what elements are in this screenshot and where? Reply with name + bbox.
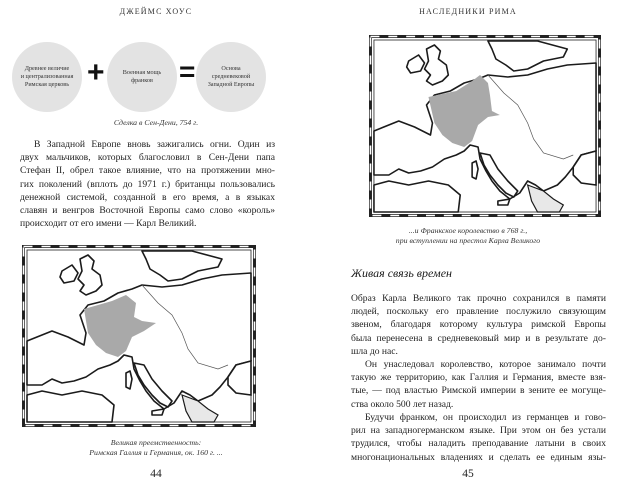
corsica-sardinia	[472, 161, 478, 179]
text-line: людей, поскольку его правление послужило связующим	[351, 306, 606, 318]
text-line: шла до нас.	[351, 345, 398, 357]
text-line: рил на западногерманском языке. При этом он без устали	[351, 425, 606, 437]
sicily	[498, 199, 510, 205]
europe-mainland	[27, 273, 251, 409]
ireland-landmass	[407, 55, 425, 73]
circle-text-line: франков	[131, 77, 153, 84]
right-page	[312, 0, 624, 488]
equation-caption: Сделка в Сен-Дени, 754 г.	[113, 118, 199, 127]
map-caption	[0, 438, 312, 458]
section-heading: Живая связь времен	[351, 266, 452, 280]
text-line: гих поколений (вплоть до 1971 г.) британцы пользовались	[20, 178, 275, 190]
text-line: двух мальчиков, которых благословил в Сен-Дени папа	[20, 152, 275, 164]
equation-circle-roman-church	[12, 42, 82, 112]
map-figure	[22, 245, 256, 427]
text-line: Образ Карла Великого так прочно сохранился в памяти	[351, 293, 606, 304]
north-africa-landmass	[374, 181, 460, 212]
map-roman-gaul-germania	[22, 245, 256, 427]
text-line: Он унаследовал королевство, которое занимало почти	[365, 359, 606, 370]
map-frankish-kingdom-768	[369, 35, 601, 217]
body-paragraph-2	[351, 358, 606, 411]
text-line: происходит от его имени — Карл Великий.	[20, 218, 197, 230]
map-figure	[369, 35, 601, 217]
circle-text-line: средневековой	[211, 73, 251, 80]
text-line: звеном, благодаря которому культура римской Европы	[351, 319, 606, 331]
ireland-landmass	[60, 265, 78, 283]
body-paragraph-1	[351, 292, 606, 358]
text-line: славян и венгров Восточной Европы само слово «король»	[20, 205, 275, 217]
circle-text-line: Военная мощь	[122, 69, 162, 76]
britain-landmass	[78, 255, 102, 295]
caption-line: ...и Франкское королевство в 768 г.,	[408, 226, 528, 235]
scandinavia-landmass	[488, 41, 567, 71]
running-head-title: НАСЛЕДНИКИ РИМА	[419, 7, 517, 16]
equation-circle-western-europe	[196, 42, 266, 112]
corsica-sardinia	[126, 371, 132, 389]
equation-circle-frankish-military	[107, 42, 177, 112]
body-paragraph-3	[351, 411, 606, 464]
circle-text-line: Западной Европы	[207, 81, 255, 88]
body-paragraph	[20, 138, 275, 230]
text-line: многонациональных владениях и сделать ее единым язы-	[351, 451, 606, 463]
text-line: денежной системой, созданной в его время, а в языках	[20, 191, 275, 203]
equals-sign: =	[179, 56, 196, 87]
sicily	[152, 409, 164, 415]
map-caption	[312, 226, 624, 246]
text-line: ства около 500 лет назад.	[351, 398, 454, 410]
circle-text-line: Древнее величие	[24, 65, 70, 72]
circle-text-line: Римская церковь	[24, 81, 70, 88]
north-africa-landmass	[27, 391, 114, 422]
caption-line: Римская Галлия и Германия, ок. 160 г. ...	[89, 448, 223, 457]
scandinavia-landmass	[142, 251, 222, 281]
page-number: 45	[462, 468, 474, 480]
page-number: 44	[150, 468, 162, 480]
map-content	[370, 37, 599, 216]
text-line: Будучи франком, он происходил из германцев и гово-	[365, 412, 606, 423]
text-line: В Западной Европе вновь зажигались огни. Один из	[34, 139, 275, 150]
caption-line: при вступлении на престол Карла Великого	[395, 236, 541, 245]
caption-line: Великая преемственность:	[110, 438, 202, 447]
plus-sign: +	[87, 56, 105, 89]
britain-landmass	[425, 45, 449, 85]
text-line: была перенесена в средневековый мир и в результате до-	[351, 332, 606, 344]
map-content	[24, 247, 255, 426]
text-line: тые, — под властью Римской империи в зените ее могуще-	[351, 385, 606, 397]
running-head-author: ДЖЕЙМС ХОУС	[119, 7, 193, 16]
text-line: Стефан II, обрел такое влияние, что на протяжении мно-	[20, 165, 275, 177]
circle-text-line: и централизованная	[20, 73, 74, 80]
circle-text-line: Основа	[221, 65, 241, 72]
text-line: трудился, чтобы наладить преподавание латыни в своих	[351, 438, 606, 450]
text-line: такую же территорию, как Галлия и Германия, вместе взя-	[351, 372, 606, 384]
